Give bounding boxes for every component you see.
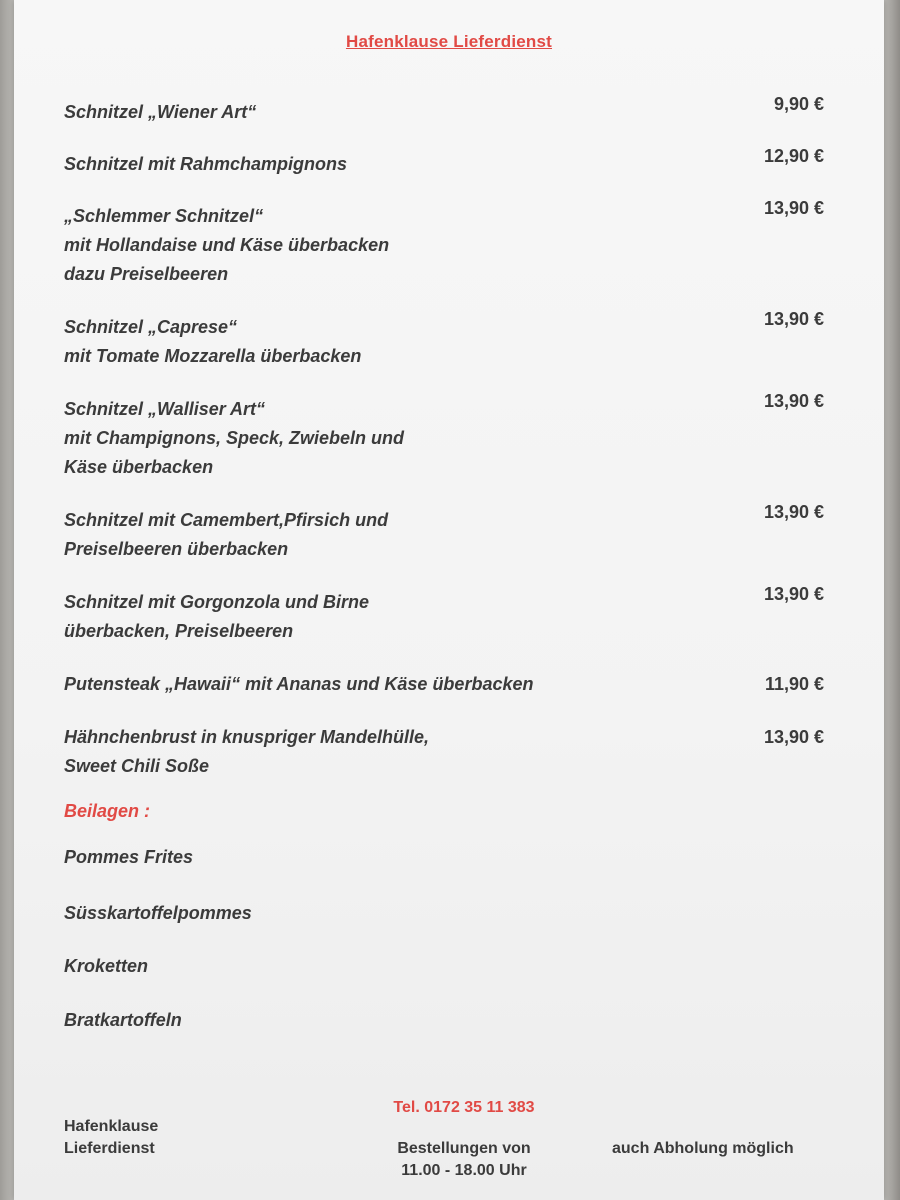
side-item: Kroketten	[64, 956, 149, 976]
menu-item-name: Putensteak „Hawaii“ mit Ananas und Käse überbacken	[64, 674, 534, 694]
menu-item-name: „Schlemmer Schnitzel“ mit Hollandaise und Käse überbacken dazu Preiselbeeren	[64, 206, 390, 284]
menu-item	[64, 198, 824, 289]
menu-item	[64, 670, 824, 699]
menu-item	[64, 146, 824, 179]
menu-item-name: Schnitzel mit Camembert,Pfirsich und Preiselbeeren überbacken	[64, 510, 389, 559]
pickup-note: auch Abholung möglich	[612, 1140, 794, 1157]
menu-item-name: Hähnchenbrust in knuspriger Mandelhülle, Sweet Chili Soße	[64, 727, 430, 776]
menu-item	[64, 309, 824, 371]
side-item: Süsskartoffelpommes	[64, 903, 252, 923]
menu-item-price: 9,90 €	[773, 94, 824, 114]
menu-item-price: 12,90 €	[763, 146, 824, 166]
menu-item-price: 13,90 €	[763, 502, 824, 522]
business-name: Hafenklause Lieferdienst	[64, 1118, 159, 1157]
menu-item-name: Schnitzel mit Gorgonzola und Birne überbacken, Preiselbeeren	[64, 592, 370, 641]
side-item: Bratkartoffeln	[64, 1010, 182, 1030]
menu-item-name: Schnitzel „Wiener Art“	[64, 102, 257, 122]
menu-item-name: Schnitzel „Caprese“ mit Tomate Mozzarella überbacken	[64, 317, 362, 366]
sides-heading: Beilagen :	[64, 801, 151, 821]
menu-item-price: 13,90 €	[763, 198, 824, 218]
menu-sheet	[14, 0, 884, 1200]
phone-number: Tel. 0172 35 11 383	[393, 1099, 535, 1116]
menu-item	[64, 391, 824, 482]
order-hours: Bestellungen von 11.00 - 18.00 Uhr	[397, 1140, 531, 1179]
menu-item-name: Schnitzel „Walliser Art“ mit Champignons, Speck, Zwiebeln und Käse überbacken	[64, 399, 405, 477]
menu-item-price: 13,90 €	[763, 584, 824, 604]
menu-list	[64, 90, 824, 1035]
menu-item-price: 11,90 €	[764, 674, 824, 694]
contact-block	[314, 1096, 614, 1182]
menu-item	[64, 584, 824, 646]
menu-item	[64, 502, 824, 564]
menu-item-price: 13,90 €	[763, 391, 824, 411]
menu-item-name: Schnitzel mit Rahmchampignons	[64, 154, 348, 174]
page-title: Hafenklause Lieferdienst	[345, 32, 553, 51]
menu-item-price: 13,90 €	[763, 727, 824, 747]
side-item: Pommes Frites	[64, 847, 194, 867]
menu-item	[64, 94, 824, 127]
menu-item-price: 13,90 €	[763, 309, 824, 329]
menu-item	[64, 723, 824, 781]
